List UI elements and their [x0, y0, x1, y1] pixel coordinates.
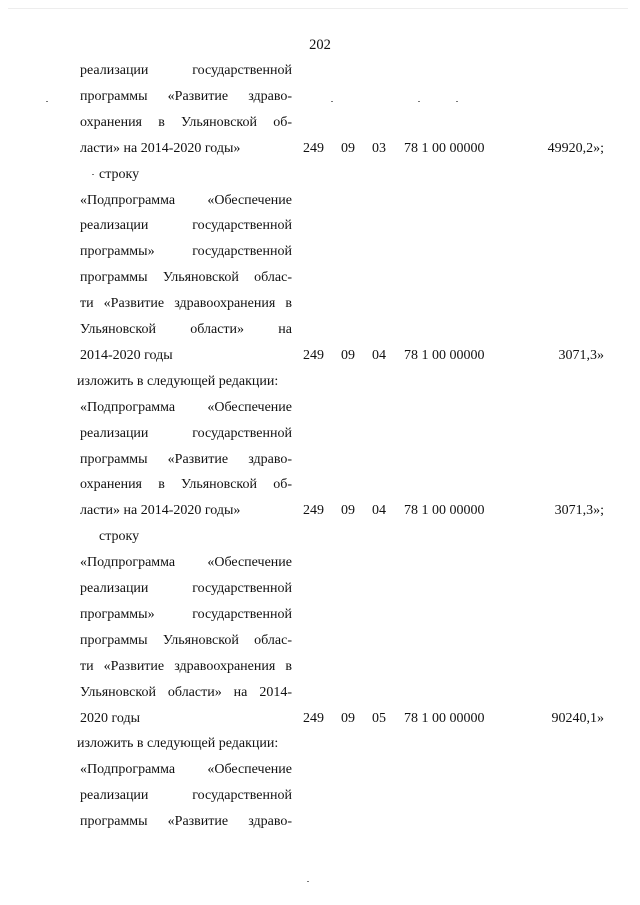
- word: охранения: [80, 114, 142, 130]
- instruction-text: изложить в следующей редакции:: [77, 373, 279, 389]
- justified-line: [80, 787, 292, 805]
- target-article-code: 78 1 00 00000: [404, 140, 485, 156]
- section-code: 09: [341, 140, 355, 156]
- word: реализации: [80, 63, 149, 78]
- word: Ульяновской: [181, 477, 257, 493]
- justified-line: [80, 813, 292, 831]
- word: государственной: [192, 581, 292, 596]
- word: об-: [273, 477, 292, 493]
- word: на: [278, 322, 292, 337]
- subsection-code: 04: [372, 503, 386, 519]
- text-line: ти «Развитие здравоохранения в: [80, 658, 292, 674]
- instruction-text: строку: [99, 166, 140, 182]
- word: здраво-: [248, 451, 292, 467]
- page-number: 202: [309, 37, 331, 53]
- section-code: 09: [341, 503, 355, 519]
- justified-line: [80, 476, 292, 494]
- justified-line: [80, 88, 292, 106]
- amount-value: 49920,2»;: [547, 140, 604, 156]
- justified-line: [80, 451, 292, 469]
- scan-artifact: [456, 101, 458, 102]
- word: программы: [80, 88, 148, 104]
- word: «Обеспечение: [207, 762, 292, 778]
- budget-code: 249: [303, 347, 324, 363]
- budget-code: 249: [303, 503, 324, 519]
- word: программы»: [80, 606, 155, 622]
- instruction-text: строку: [99, 529, 140, 545]
- word: программы: [80, 451, 148, 467]
- word: реализации: [80, 218, 149, 234]
- word: реализации: [80, 788, 149, 804]
- text-line: ласти» на 2014-2020 годы»: [80, 140, 241, 156]
- subsection-code: 04: [372, 347, 386, 363]
- amount-value: 3071,3»;: [554, 503, 604, 519]
- justified-line: [80, 62, 292, 80]
- word: области»: [190, 322, 245, 337]
- scan-artifact: [46, 101, 48, 102]
- scan-artifact: [92, 174, 94, 175]
- word: «Подпрограмма: [80, 555, 176, 571]
- word: здраво-: [248, 814, 292, 830]
- word: «Развитие: [167, 451, 229, 467]
- word: в: [158, 114, 165, 130]
- word: государственной: [192, 63, 292, 78]
- word: Ульяновской: [80, 322, 156, 337]
- word: «Подпрограмма: [80, 192, 176, 208]
- instruction-text: изложить в следующей редакции:: [77, 736, 279, 752]
- scan-artifact: [307, 881, 309, 882]
- subsection-code: 03: [372, 140, 386, 156]
- word: Ульяновской: [181, 114, 257, 130]
- subsection-code: 05: [372, 710, 386, 726]
- target-article-code: 78 1 00 00000: [404, 347, 485, 363]
- amount-value: 3071,3»: [558, 347, 604, 363]
- target-article-code: 78 1 00 00000: [404, 503, 485, 519]
- word: программы: [80, 814, 148, 830]
- word: «Обеспечение: [207, 555, 292, 571]
- word: программы»: [80, 244, 155, 260]
- justified-line: [80, 554, 292, 572]
- section-code: 09: [341, 347, 355, 363]
- word: здраво-: [248, 88, 292, 104]
- word: «Развитие: [167, 88, 229, 104]
- word: «Подпрограмма: [80, 762, 176, 778]
- word: реализации: [80, 581, 149, 596]
- word: реализации: [80, 425, 149, 441]
- target-article-code: 78 1 00 00000: [404, 710, 485, 726]
- word: государственной: [192, 606, 292, 622]
- word: государственной: [192, 788, 292, 804]
- text-line: Ульяновской области» на 2014-: [80, 684, 292, 700]
- section-code: 09: [341, 710, 355, 726]
- justified-line: [80, 192, 292, 210]
- text-line: 2014-2020 годы: [80, 347, 173, 363]
- scan-artifact: [418, 101, 420, 102]
- text-line: программы Ульяновской облас-: [80, 632, 292, 648]
- text-line: ти «Развитие здравоохранения в: [80, 296, 292, 312]
- word: охранения: [80, 477, 142, 493]
- justified-line: [80, 580, 292, 598]
- word: государственной: [192, 218, 292, 234]
- word: «Подпрограмма: [80, 399, 176, 415]
- amount-value: 90240,1»: [551, 710, 604, 726]
- justified-line: [80, 114, 292, 132]
- word: государственной: [192, 244, 292, 260]
- justified-line: [80, 217, 292, 235]
- justified-line: [80, 606, 292, 624]
- justified-line: [80, 321, 292, 339]
- word: «Развитие: [167, 814, 229, 830]
- budget-code: 249: [303, 710, 324, 726]
- scan-artifact: [331, 101, 333, 102]
- text-line: ласти» на 2014-2020 годы»: [80, 503, 241, 519]
- scan-artifact: [8, 8, 628, 9]
- justified-line: [80, 399, 292, 417]
- budget-code: 249: [303, 140, 324, 156]
- justified-line: [80, 243, 292, 261]
- word: государственной: [192, 425, 292, 441]
- word: об-: [273, 114, 292, 130]
- text-line: 2020 годы: [80, 710, 141, 726]
- text-line: программы Ульяновской облас-: [80, 270, 292, 286]
- justified-line: [80, 425, 292, 443]
- word: «Обеспечение: [207, 192, 292, 208]
- word: «Обеспечение: [207, 399, 292, 415]
- word: в: [158, 477, 165, 493]
- justified-line: [80, 761, 292, 779]
